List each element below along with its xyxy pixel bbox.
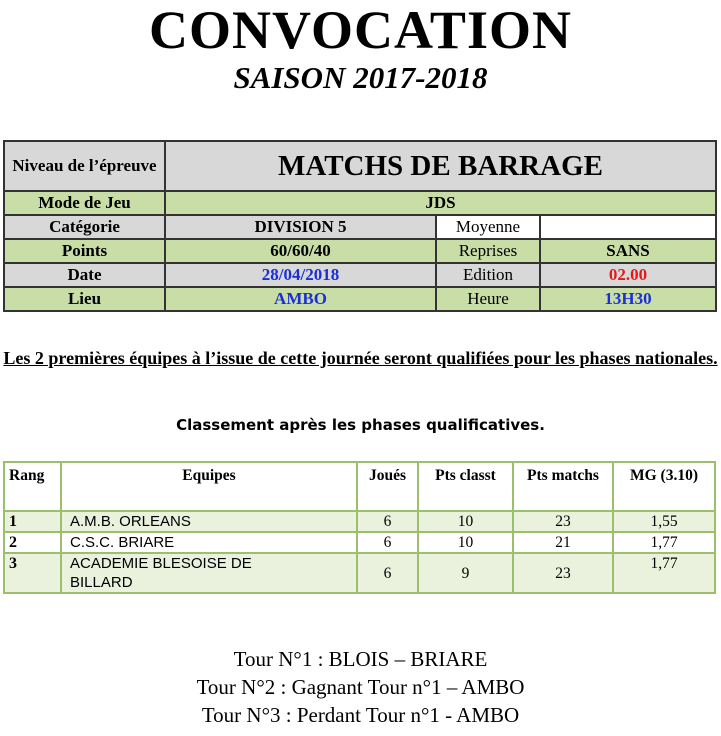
tour-line: Tour N°1 : BLOIS – BRIARE: [233, 647, 488, 671]
row-joues: 6: [357, 532, 418, 553]
row-pts-matchs: 23: [513, 553, 613, 593]
row-joues: 6: [357, 511, 418, 532]
row-mg: 1,77: [613, 532, 715, 553]
notice-text: Les 2 premières équipes à l’issue de cette journée seront qualifiées pour les phases nationales.: [3, 348, 718, 368]
reprises-value: SANS: [540, 239, 716, 263]
row-pts-classt: 10: [418, 511, 513, 532]
edition-value: 02.00: [540, 263, 716, 287]
heure-value: 13H30: [540, 287, 716, 311]
row-mg: 1,55: [613, 511, 715, 532]
document-title: CONVOCATION: [149, 0, 572, 60]
moyenne-label: Moyenne: [436, 215, 540, 239]
season-subtitle: SAISON 2017-2018: [233, 60, 488, 95]
event-info-table: [3, 140, 717, 312]
table-row: [4, 532, 715, 553]
row-equipe: A.M.B. ORLEANS: [61, 511, 357, 532]
row-rang: 3: [4, 553, 61, 593]
row-equipe: [61, 553, 357, 593]
lieu-value: AMBO: [165, 287, 436, 311]
niveau-value: MATCHS DE BARRAGE: [165, 141, 716, 191]
table-row: [4, 553, 715, 593]
row-pts-classt: 9: [418, 553, 513, 593]
header-pts-classt: Pts classt: [418, 462, 513, 511]
header-mg: MG (3.10): [613, 462, 715, 511]
mode-value: JDS: [165, 191, 716, 215]
points-value: 60/60/40: [165, 239, 436, 263]
niveau-label: Niveau de l’épreuve: [4, 141, 165, 191]
ranking-table: [3, 461, 716, 594]
row-equipe: C.S.C. BRIARE: [61, 532, 357, 553]
row-rang: 2: [4, 532, 61, 553]
qualification-notice: [0, 346, 721, 370]
categorie-label: Catégorie: [4, 215, 165, 239]
points-label: Points: [4, 239, 165, 263]
header-pts-matchs: Pts matchs: [513, 462, 613, 511]
tour-line: Tour N°3 : Perdant Tour n°1 - AMBO: [201, 703, 520, 727]
moyenne-value: [540, 215, 716, 239]
tours-schedule: [0, 645, 721, 729]
header-rang: Rang: [4, 462, 61, 511]
ranking-title: Classement après les phases qualificatives.: [176, 416, 545, 434]
reprises-label: Reprises: [436, 239, 540, 263]
lieu-label: Lieu: [4, 287, 165, 311]
date-label: Date: [4, 263, 165, 287]
header-equipes: Equipes: [61, 462, 357, 511]
mode-label: Mode de Jeu: [4, 191, 165, 215]
heure-label: Heure: [436, 287, 540, 311]
tour-line: Tour N°2 : Gagnant Tour n°1 – AMBO: [196, 675, 525, 699]
categorie-value: DIVISION 5: [165, 215, 436, 239]
row-pts-matchs: 21: [513, 532, 613, 553]
row-joues: 6: [357, 553, 418, 593]
edition-label: Edition: [436, 263, 540, 287]
date-value: 28/04/2018: [165, 263, 436, 287]
table-row: [4, 511, 715, 532]
row-pts-matchs: 23: [513, 511, 613, 532]
header-joues: Joués: [357, 462, 418, 511]
row-equipe-text: ACADEMIE BLESOISE DE BILLARD: [70, 555, 252, 591]
row-rang: 1: [4, 511, 61, 532]
row-pts-classt: 10: [418, 532, 513, 553]
row-mg: 1,77: [613, 553, 715, 593]
